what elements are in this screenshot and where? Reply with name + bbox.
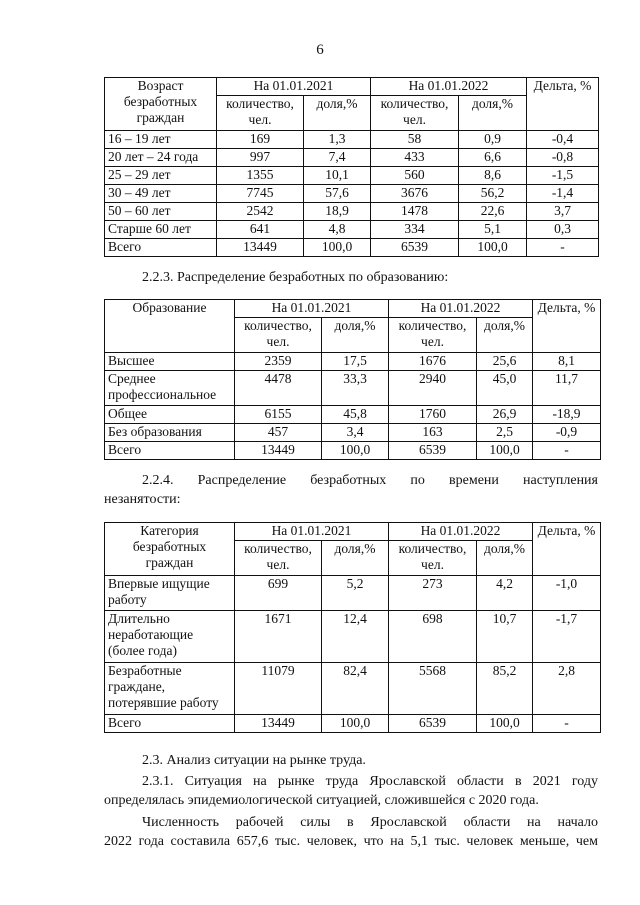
cell-count-2021: 13449: [217, 239, 304, 257]
table-row: [105, 424, 601, 442]
cell-share-2022: 22,6: [459, 203, 527, 221]
header-share-2021: доля,%: [304, 96, 371, 131]
header-share-2021: доля,%: [322, 318, 389, 353]
table-row: [105, 442, 601, 460]
header-period-2022: На 01.01.2022: [389, 523, 533, 541]
age-table: [104, 77, 599, 257]
header-count-2022: количество, чел.: [389, 541, 477, 576]
table-row: [105, 576, 601, 611]
paragraph-labor-force-line2: 2022 года составила 657,6 тыс. человек, что на 5,1 тыс. человек меньше, чем: [104, 834, 598, 849]
header-category: Образование: [105, 300, 235, 353]
row-label: Длительно неработающие (более года): [105, 611, 235, 663]
table-header-row: [105, 300, 601, 318]
paragraph-2-3-1-line2: определялась эпидемиологической ситуацией, сложившейся с 2020 года.: [104, 793, 539, 808]
row-label: Впервые ищущие работу: [105, 576, 235, 611]
cell-share-2021: 45,8: [322, 406, 389, 424]
table-row: [105, 663, 601, 715]
cell-delta: 0,3: [527, 221, 599, 239]
row-label: Среднее профессиональное: [105, 371, 235, 406]
cell-count-2022: 5568: [389, 663, 477, 715]
cell-count-2022: 1478: [371, 203, 459, 221]
header-share-2021: доля,%: [322, 541, 389, 576]
cell-share-2022: 56,2: [459, 185, 527, 203]
header-delta: Дельта, %: [527, 78, 599, 131]
cell-count-2022: 6539: [389, 715, 477, 733]
paragraph-labor-force-line1: Численность рабочей силы в Ярославской области на начало: [142, 815, 598, 830]
cell-delta: -0,9: [533, 424, 601, 442]
cell-share-2022: 5,1: [459, 221, 527, 239]
table-header-row: [105, 78, 599, 96]
row-label: Всего: [105, 239, 217, 257]
cell-count-2021: 457: [235, 424, 322, 442]
table-row: [105, 221, 599, 239]
row-label: Безработные граждане, потерявшие работу: [105, 663, 235, 715]
row-label: Старше 60 лет: [105, 221, 217, 239]
cell-count-2022: 3676: [371, 185, 459, 203]
cell-share-2021: 10,1: [304, 167, 371, 185]
header-share-2022: доля,%: [477, 318, 533, 353]
row-label: Без образования: [105, 424, 235, 442]
header-share-2022: доля,%: [477, 541, 533, 576]
cell-share-2022: 10,7: [477, 611, 533, 663]
cell-delta: -1,4: [527, 185, 599, 203]
row-label: 50 – 60 лет: [105, 203, 217, 221]
cell-share-2021: 4,8: [304, 221, 371, 239]
table-row: [105, 371, 601, 406]
cell-delta: -: [527, 239, 599, 257]
education-table: [104, 299, 601, 460]
cell-share-2021: 3,4: [322, 424, 389, 442]
table-row: [105, 611, 601, 663]
cell-count-2021: 13449: [235, 442, 322, 460]
cell-count-2021: 6155: [235, 406, 322, 424]
cell-count-2022: 1760: [389, 406, 477, 424]
cell-share-2021: 17,5: [322, 353, 389, 371]
cell-delta: -1,5: [527, 167, 599, 185]
table-row: [105, 131, 599, 149]
header-delta: Дельта, %: [533, 523, 601, 576]
header-delta: Дельта, %: [533, 300, 601, 353]
page-number: 6: [316, 42, 324, 58]
cell-delta: 8,1: [533, 353, 601, 371]
row-label: Общее: [105, 406, 235, 424]
cell-share-2021: 1,3: [304, 131, 371, 149]
cell-share-2022: 26,9: [477, 406, 533, 424]
cell-share-2022: 8,6: [459, 167, 527, 185]
cell-share-2022: 45,0: [477, 371, 533, 406]
cell-delta: 11,7: [533, 371, 601, 406]
cell-share-2022: 100,0: [477, 442, 533, 460]
cell-share-2021: 5,2: [322, 576, 389, 611]
cell-count-2021: 1671: [235, 611, 322, 663]
cell-share-2021: 33,3: [322, 371, 389, 406]
cell-delta: -: [533, 715, 601, 733]
row-label: 20 лет – 24 года: [105, 149, 217, 167]
cell-share-2022: 2,5: [477, 424, 533, 442]
cell-count-2021: 1355: [217, 167, 304, 185]
cell-count-2021: 169: [217, 131, 304, 149]
cell-delta: -1,7: [533, 611, 601, 663]
table-row: [105, 239, 599, 257]
cell-count-2021: 699: [235, 576, 322, 611]
table-row: [105, 149, 599, 167]
cell-count-2021: 997: [217, 149, 304, 167]
section-heading-2-2-3: 2.2.3. Распределение безработных по образованию:: [142, 270, 449, 285]
cell-delta: 3,7: [527, 203, 599, 221]
cell-count-2021: 11079: [235, 663, 322, 715]
cell-share-2021: 100,0: [304, 239, 371, 257]
cell-share-2022: 85,2: [477, 663, 533, 715]
header-category: Возраст безработных граждан: [105, 78, 217, 131]
header-count-2021: количество, чел.: [217, 96, 304, 131]
header-share-2022: доля,%: [459, 96, 527, 131]
cell-count-2022: 6539: [371, 239, 459, 257]
cell-count-2022: 2940: [389, 371, 477, 406]
cell-delta: -18,9: [533, 406, 601, 424]
cell-count-2022: 58: [371, 131, 459, 149]
cell-count-2021: 641: [217, 221, 304, 239]
row-label: 30 – 49 лет: [105, 185, 217, 203]
section-heading-2-2-4-line2: незанятости:: [104, 492, 181, 507]
header-period-2021: На 01.01.2021: [235, 300, 389, 318]
cell-delta: -0,4: [527, 131, 599, 149]
header-count-2021: количество, чел.: [235, 318, 322, 353]
row-label: Высшее: [105, 353, 235, 371]
cell-count-2022: 163: [389, 424, 477, 442]
paragraph-2-3-1-line1: 2.3.1. Ситуация на рынке труда Ярославской области в 2021 году: [142, 774, 598, 789]
cell-count-2021: 4478: [235, 371, 322, 406]
cell-count-2021: 2359: [235, 353, 322, 371]
table-row: [105, 406, 601, 424]
cell-delta: -1,0: [533, 576, 601, 611]
cell-share-2022: 0,9: [459, 131, 527, 149]
table-row: [105, 185, 599, 203]
cell-share-2022: 6,6: [459, 149, 527, 167]
row-label: 25 – 29 лет: [105, 167, 217, 185]
cell-share-2021: 18,9: [304, 203, 371, 221]
cell-share-2021: 12,4: [322, 611, 389, 663]
header-period-2021: На 01.01.2021: [235, 523, 389, 541]
cell-share-2022: 4,2: [477, 576, 533, 611]
header-period-2022: На 01.01.2022: [371, 78, 527, 96]
header-category: Категория безработных граждан: [105, 523, 235, 576]
cell-count-2022: 433: [371, 149, 459, 167]
unemployment-time-table: [104, 522, 601, 733]
cell-count-2022: 560: [371, 167, 459, 185]
cell-count-2021: 13449: [235, 715, 322, 733]
cell-share-2021: 7,4: [304, 149, 371, 167]
cell-delta: 2,8: [533, 663, 601, 715]
header-count-2021: количество, чел.: [235, 541, 322, 576]
cell-delta: -: [533, 442, 601, 460]
cell-count-2022: 698: [389, 611, 477, 663]
cell-share-2022: 25,6: [477, 353, 533, 371]
row-label: Всего: [105, 442, 235, 460]
cell-count-2022: 334: [371, 221, 459, 239]
cell-delta: -0,8: [527, 149, 599, 167]
cell-share-2021: 100,0: [322, 715, 389, 733]
table-row: [105, 715, 601, 733]
cell-count-2022: 273: [389, 576, 477, 611]
row-label: Всего: [105, 715, 235, 733]
header-period-2022: На 01.01.2022: [389, 300, 533, 318]
table-row: [105, 203, 599, 221]
cell-share-2022: 100,0: [459, 239, 527, 257]
table-row: [105, 167, 599, 185]
cell-share-2021: 82,4: [322, 663, 389, 715]
cell-count-2021: 2542: [217, 203, 304, 221]
cell-count-2022: 6539: [389, 442, 477, 460]
cell-count-2021: 7745: [217, 185, 304, 203]
cell-count-2022: 1676: [389, 353, 477, 371]
header-count-2022: количество, чел.: [389, 318, 477, 353]
cell-share-2021: 100,0: [322, 442, 389, 460]
table-row: [105, 353, 601, 371]
header-count-2022: количество, чел.: [371, 96, 459, 131]
section-heading-2-3: 2.3. Анализ ситуации на рынке труда.: [142, 753, 366, 768]
cell-share-2021: 57,6: [304, 185, 371, 203]
section-heading-2-2-4-line1: 2.2.4. Распределение безработных по времени наступления: [142, 473, 598, 488]
header-period-2021: На 01.01.2021: [217, 78, 371, 96]
row-label: 16 – 19 лет: [105, 131, 217, 149]
cell-share-2022: 100,0: [477, 715, 533, 733]
table-header-row: [105, 523, 601, 541]
